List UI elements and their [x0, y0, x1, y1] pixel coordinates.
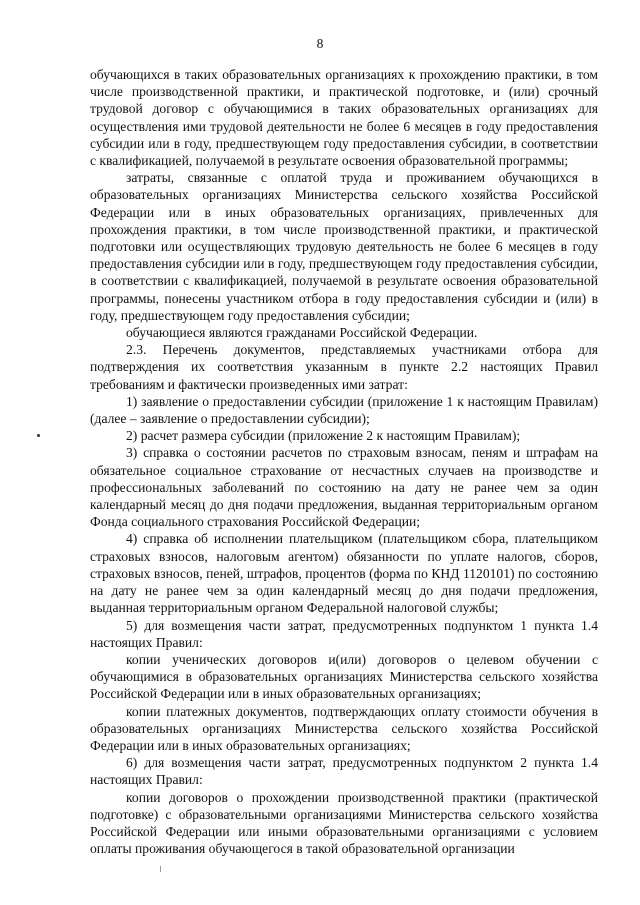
document-body [90, 66, 598, 857]
sub-item-payment-documents: копии платежных документов, подтверждающих оплату стоимости обучения в образовательных организациях Министерства сельского хозяйства Российской Федерации или в иных образовательных организациях; [90, 703, 598, 753]
sub-item-practice-contracts: копии договоров о прохождении производственной практики (практической подготовке) с образовательными организациями Министерства сельского хозяйства Российской Федерации или иными образовательными организациями с условием оплаты проживания обучающегося в такой образовательной организации [90, 789, 598, 857]
paragraph-continuation: обучающихся в таких образовательных организациях к прохождению практики, в том числе производственной практики, и практической подготовке, и (или) срочный трудовой договор с обучающимися в таких образовательных организациях для осуществления ими трудовой деятельности не более 6 месяцев в году предоставления субсидии или в году, предшествующем году предоставления субсидии, в соответствии с квалификацией, получаемой в результате освоения образовательной программы; [90, 67, 598, 169]
list-item-1-application: 1) заявление о предоставлении субсидии (приложение 1 к настоящим Правилам) (далее – заявление о предоставлении субсидии); [90, 393, 598, 427]
page-number: 8 [316, 36, 324, 51]
sub-item-training-contracts: копии ученических договоров и(или) договоров о целевом обучении с обучающимися в образовательных организациях Министерства сельского хозяйства Российской Федерации или в иных образовательных организациях; [90, 651, 598, 702]
paragraph-expenses-labor-housing: затраты, связанные с оплатой труда и проживанием обучающихся в образовательных организациях Министерства сельского хозяйства Российской Федерации или в иных образовательных организациях, привлеченных для прохождения практики, в том числе производственной практики, и практической подготовки или осуществляющих трудовую деятельность не более 6 месяцев в году предоставления субсидии или в году, предшествующем году предоставления субсидии, в соответствии с квалификацией, получаемой в результате освоения образовательной программы, понесены участником отбора в году предоставления субсидии и (или) в году, предшествующем году предоставления субсидии; [90, 170, 598, 323]
list-item-5-reimbursement-subpoint-1: 5) для возмещения части затрат, предусмотренных подпунктом 1 пункта 1.4 настоящих Правил: [90, 617, 598, 650]
paragraph-citizenship: обучающиеся являются гражданами Российской Федерации. [126, 325, 478, 341]
scan-dot-mark [37, 434, 40, 437]
list-item-2-calculation: 2) расчет размера субсидии (приложение 2 к настоящим Правилам); [126, 428, 521, 444]
list-item-6-reimbursement-subpoint-2: 6) для возмещения части затрат, предусмотренных подпунктом 2 пункта 1.4 настоящих Правил: [90, 755, 598, 788]
list-item-4-tax-certificate: 4) справка об исполнении плательщиком (плательщиком сбора, плательщиком страховых взносов, налоговым агентом) обязанности по уплате налогов, сборов, страховых взносов, пеней, штрафов, процентов (форма по КНД 1120101) по состоянию на дату не ранее чем за один календарный месяц до дня подачи предложения, выданная территориальным органом Федеральной налоговой службы; [90, 531, 598, 616]
scan-speck-mark [160, 866, 161, 872]
paragraph-section-2-3: 2.3. Перечень документов, представляемых участниками отбора для подтверждения их соответствия указанным в пункте 2.2 настоящих Правил требованиям и фактически произведенных ими затрат: [90, 342, 598, 392]
list-item-3-insurance-certificate: 3) справка о состоянии расчетов по страховым взносам, пеням и штрафам на обязательное социальное страхование от несчастных случаев на производстве и профессиональных заболеваний по состоянию на дату не ранее чем за один календарный месяц до дня подачи предложения, выданная территориальным органом Фонда социального страхования Российской Федерации; [90, 445, 598, 530]
